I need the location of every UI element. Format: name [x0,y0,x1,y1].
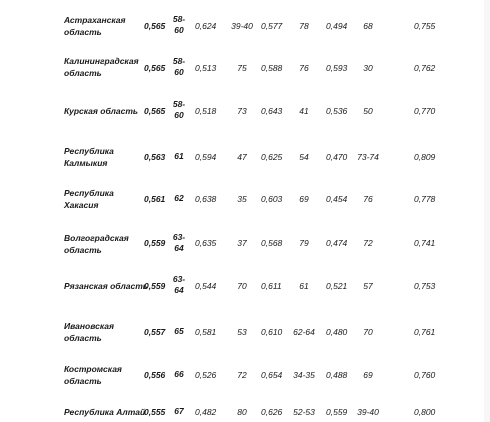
index-value: 0,565 [144,21,166,31]
table-row [0,400,490,422]
sub-index-3: 0,559 [326,407,348,417]
index-value: 0,556 [144,370,166,380]
table-row [0,141,490,181]
sub-rank-3: 76 [363,194,373,204]
sub-rank-2: 54 [299,152,309,162]
index-value: 0,563 [144,152,166,162]
sub-index-3: 0,474 [326,238,348,248]
rank-value: 67 [174,406,184,416]
region-name: Курская область [64,106,138,116]
sub-rank-1: 53 [237,327,247,337]
sub-rank-3: 50 [363,106,373,116]
sub-rank-1: 70 [237,281,247,291]
sub-index-1: 0,544 [195,281,217,291]
index-value: 0,561 [144,194,166,204]
sub-index-1: 0,581 [195,327,217,337]
sub-rank-3: 72 [363,238,373,248]
sub-index-3: 0,494 [326,21,348,31]
sub-rank-1: 72 [237,370,247,380]
table-row [0,227,490,267]
sub-index-3: 0,536 [326,106,348,116]
sub-index-2: 0,610 [261,327,283,337]
sub-index-3: 0,593 [326,63,348,73]
table-row [0,274,490,314]
sub-index-3: 0,521 [326,281,348,291]
index-value: 0,565 [144,63,166,73]
rank-value: 58-60 [172,56,186,77]
region-name: Республика Калмыкия [64,146,114,168]
region-name: Костромская область [64,364,122,386]
rank-value: 62 [174,193,184,203]
sub-rank-3: 30 [363,63,373,73]
page-edge [484,0,490,422]
sub-rank-2: 52-53 [293,407,315,417]
index-value: 0,555 [144,407,166,417]
sub-rank-2: 34-35 [293,370,315,380]
sub-rank-2: 69 [299,194,309,204]
region-name: Республика Хакасия [64,188,114,210]
sub-rank-3: 68 [363,21,373,31]
sub-index-2: 0,643 [261,106,283,116]
sub-index-2: 0,626 [261,407,283,417]
sub-index-4: 0,778 [414,194,436,204]
rank-value: 65 [174,326,184,336]
table-row [0,183,490,223]
region-name: Астраханская область [64,15,126,37]
sub-rank-1: 73 [237,106,247,116]
sub-index-1: 0,624 [195,21,217,31]
index-value: 0,559 [144,238,166,248]
sub-rank-3: 57 [363,281,373,291]
sub-rank-1: 47 [237,152,247,162]
sub-index-2: 0,568 [261,238,283,248]
sub-index-2: 0,611 [261,281,282,291]
rank-value: 58-60 [172,99,186,120]
region-name: Ивановская область [64,321,114,343]
rank-value: 66 [174,369,184,379]
sub-index-1: 0,594 [195,152,217,162]
sub-index-4: 0,770 [414,106,436,116]
sub-index-3: 0,470 [326,152,348,162]
table-row [0,95,490,135]
sub-rank-3: 69 [363,370,373,380]
sub-rank-1: 39-40 [231,21,253,31]
sub-index-3: 0,488 [326,370,348,380]
rank-value: 58-60 [172,14,186,35]
sub-rank-1: 80 [237,407,247,417]
sub-rank-2: 79 [299,238,309,248]
table-row [0,361,490,401]
sub-index-4: 0,753 [414,281,436,291]
sub-index-3: 0,480 [326,327,348,337]
index-value: 0,557 [144,327,166,337]
sub-rank-3: 73-74 [357,152,379,162]
sub-index-1: 0,518 [195,106,217,116]
sub-index-1: 0,513 [195,63,217,73]
sub-rank-3: 39-40 [357,407,379,417]
index-value: 0,559 [144,281,166,291]
sub-index-2: 0,625 [261,152,283,162]
table-row [0,318,490,358]
sub-rank-1: 75 [237,63,247,73]
rank-value: 63-64 [172,232,186,253]
index-value: 0,565 [144,106,166,116]
sub-index-4: 0,809 [414,152,436,162]
rank-value: 63-64 [172,274,186,295]
sub-index-1: 0,482 [195,407,217,417]
sub-index-2: 0,588 [261,63,283,73]
sub-index-4: 0,755 [414,21,436,31]
sub-index-4: 0,762 [414,63,436,73]
region-name: Рязанская область [64,281,148,291]
sub-index-4: 0,741 [414,238,436,248]
sub-index-1: 0,526 [195,370,217,380]
sub-rank-2: 62-64 [293,327,315,337]
sub-index-2: 0,654 [261,370,283,380]
sub-index-2: 0,577 [261,21,283,31]
region-name: Волгоградская область [64,233,129,255]
sub-index-1: 0,635 [195,238,217,248]
sub-rank-2: 61 [299,281,309,291]
sub-rank-1: 37 [237,238,247,248]
sub-index-4: 0,760 [414,370,436,380]
sub-index-1: 0,638 [195,194,217,204]
rank-value: 61 [174,151,184,161]
sub-rank-1: 35 [237,194,247,204]
sub-index-3: 0,454 [326,194,348,204]
sub-rank-3: 70 [363,327,373,337]
table-row [0,4,490,44]
table-row [0,50,490,90]
sub-rank-2: 76 [299,63,309,73]
sub-index-4: 0,761 [414,327,436,337]
sub-rank-2: 78 [299,21,309,31]
sub-index-2: 0,603 [261,194,283,204]
region-name: Калининградская область [64,56,139,78]
sub-rank-2: 41 [299,106,309,116]
sub-index-4: 0,800 [414,407,436,417]
region-name: Республика Алтай [64,407,146,417]
